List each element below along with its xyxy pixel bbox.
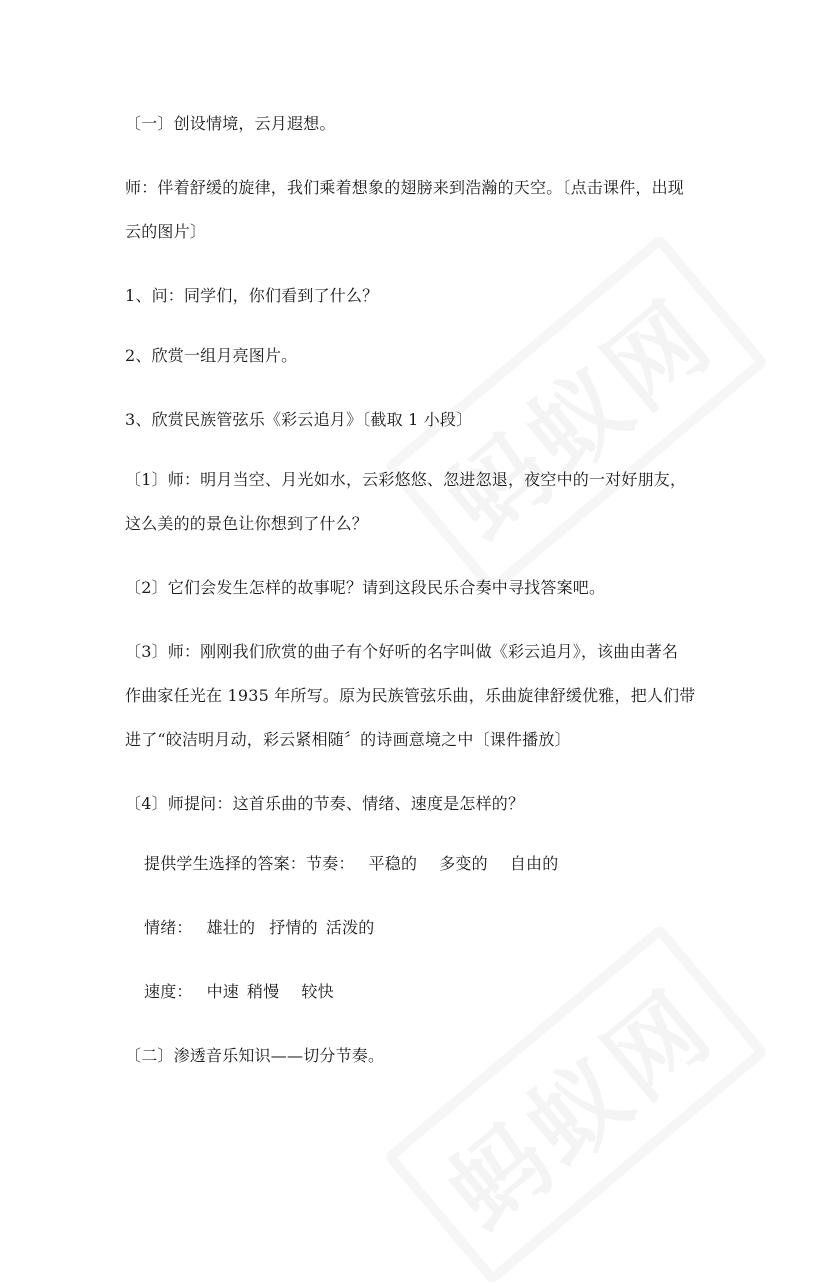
- answer-option: 抒情的: [269, 918, 318, 937]
- answer-option: 雄壮的: [206, 918, 256, 937]
- answer-option: 活泼的: [325, 918, 375, 937]
- section-heading-1: 〔一〕创设情境，云月遐想。: [125, 114, 336, 133]
- paragraph-line: 1、问：同学们，你们看到了什么？: [125, 286, 379, 305]
- paragraph-line: 作曲家任光在 1935 年所写。原为民族管弦乐曲，乐曲旋律舒缓优雅，把人们带: [125, 686, 696, 705]
- answer-option: 多变的: [439, 854, 488, 873]
- answer-option: 中速: [206, 982, 240, 1001]
- paragraph-line: 师：伴着舒缓的旋律，我们乘着想象的翅膀来到浩瀚的天空。〔点击课件，出现: [125, 178, 685, 197]
- paragraph-line: 〔1〕师：明月当空、月光如水，云彩悠悠、忽进忽退，夜空中的一对好朋友，: [125, 470, 687, 489]
- answer-mood-line: [144, 918, 374, 938]
- watermark: [383, 923, 769, 1285]
- answer-speed-line: [144, 982, 334, 1002]
- paragraph-line: 进了“皎洁明月动，彩云紧相随〞的诗画意境之中〔课件播放〕: [125, 730, 571, 749]
- answer-intro: 提供学生选择的答案：节奏：: [144, 854, 355, 873]
- answer-option: 稍慢: [247, 982, 280, 1001]
- paragraph-line: 3、欣赏民族管弦乐《彩云追月》〔截取 1 小段〕: [125, 410, 473, 429]
- paragraph-line: 〔2〕它们会发生怎样的故事呢？请到这段民乐合奏中寻找答案吧。: [125, 578, 606, 597]
- paragraph-line: 2、欣赏一组月亮图片。: [125, 346, 298, 365]
- paragraph-line: 这么美的的景色让你想到了什么？: [125, 514, 369, 533]
- paragraph-line: 〔4〕师提问：这首乐曲的节奏、情绪、速度是怎样的？: [125, 794, 525, 813]
- answer-option: 平稳的: [368, 854, 418, 873]
- answer-option: 自由的: [509, 854, 559, 873]
- answer-label: 情绪：: [144, 918, 193, 937]
- paragraph-line: 〔3〕师：刚刚我们欣赏的曲子有个好听的名字叫做《彩云追月》，该曲由著名: [125, 642, 679, 661]
- answer-rhythm-line: [144, 854, 558, 874]
- answer-option: 较快: [301, 982, 334, 1001]
- section-heading-2: 〔二〕渗透音乐知识——切分节奏。: [125, 1046, 385, 1065]
- paragraph-line: 云的图片〕: [125, 222, 207, 241]
- answer-label: 速度：: [144, 982, 193, 1001]
